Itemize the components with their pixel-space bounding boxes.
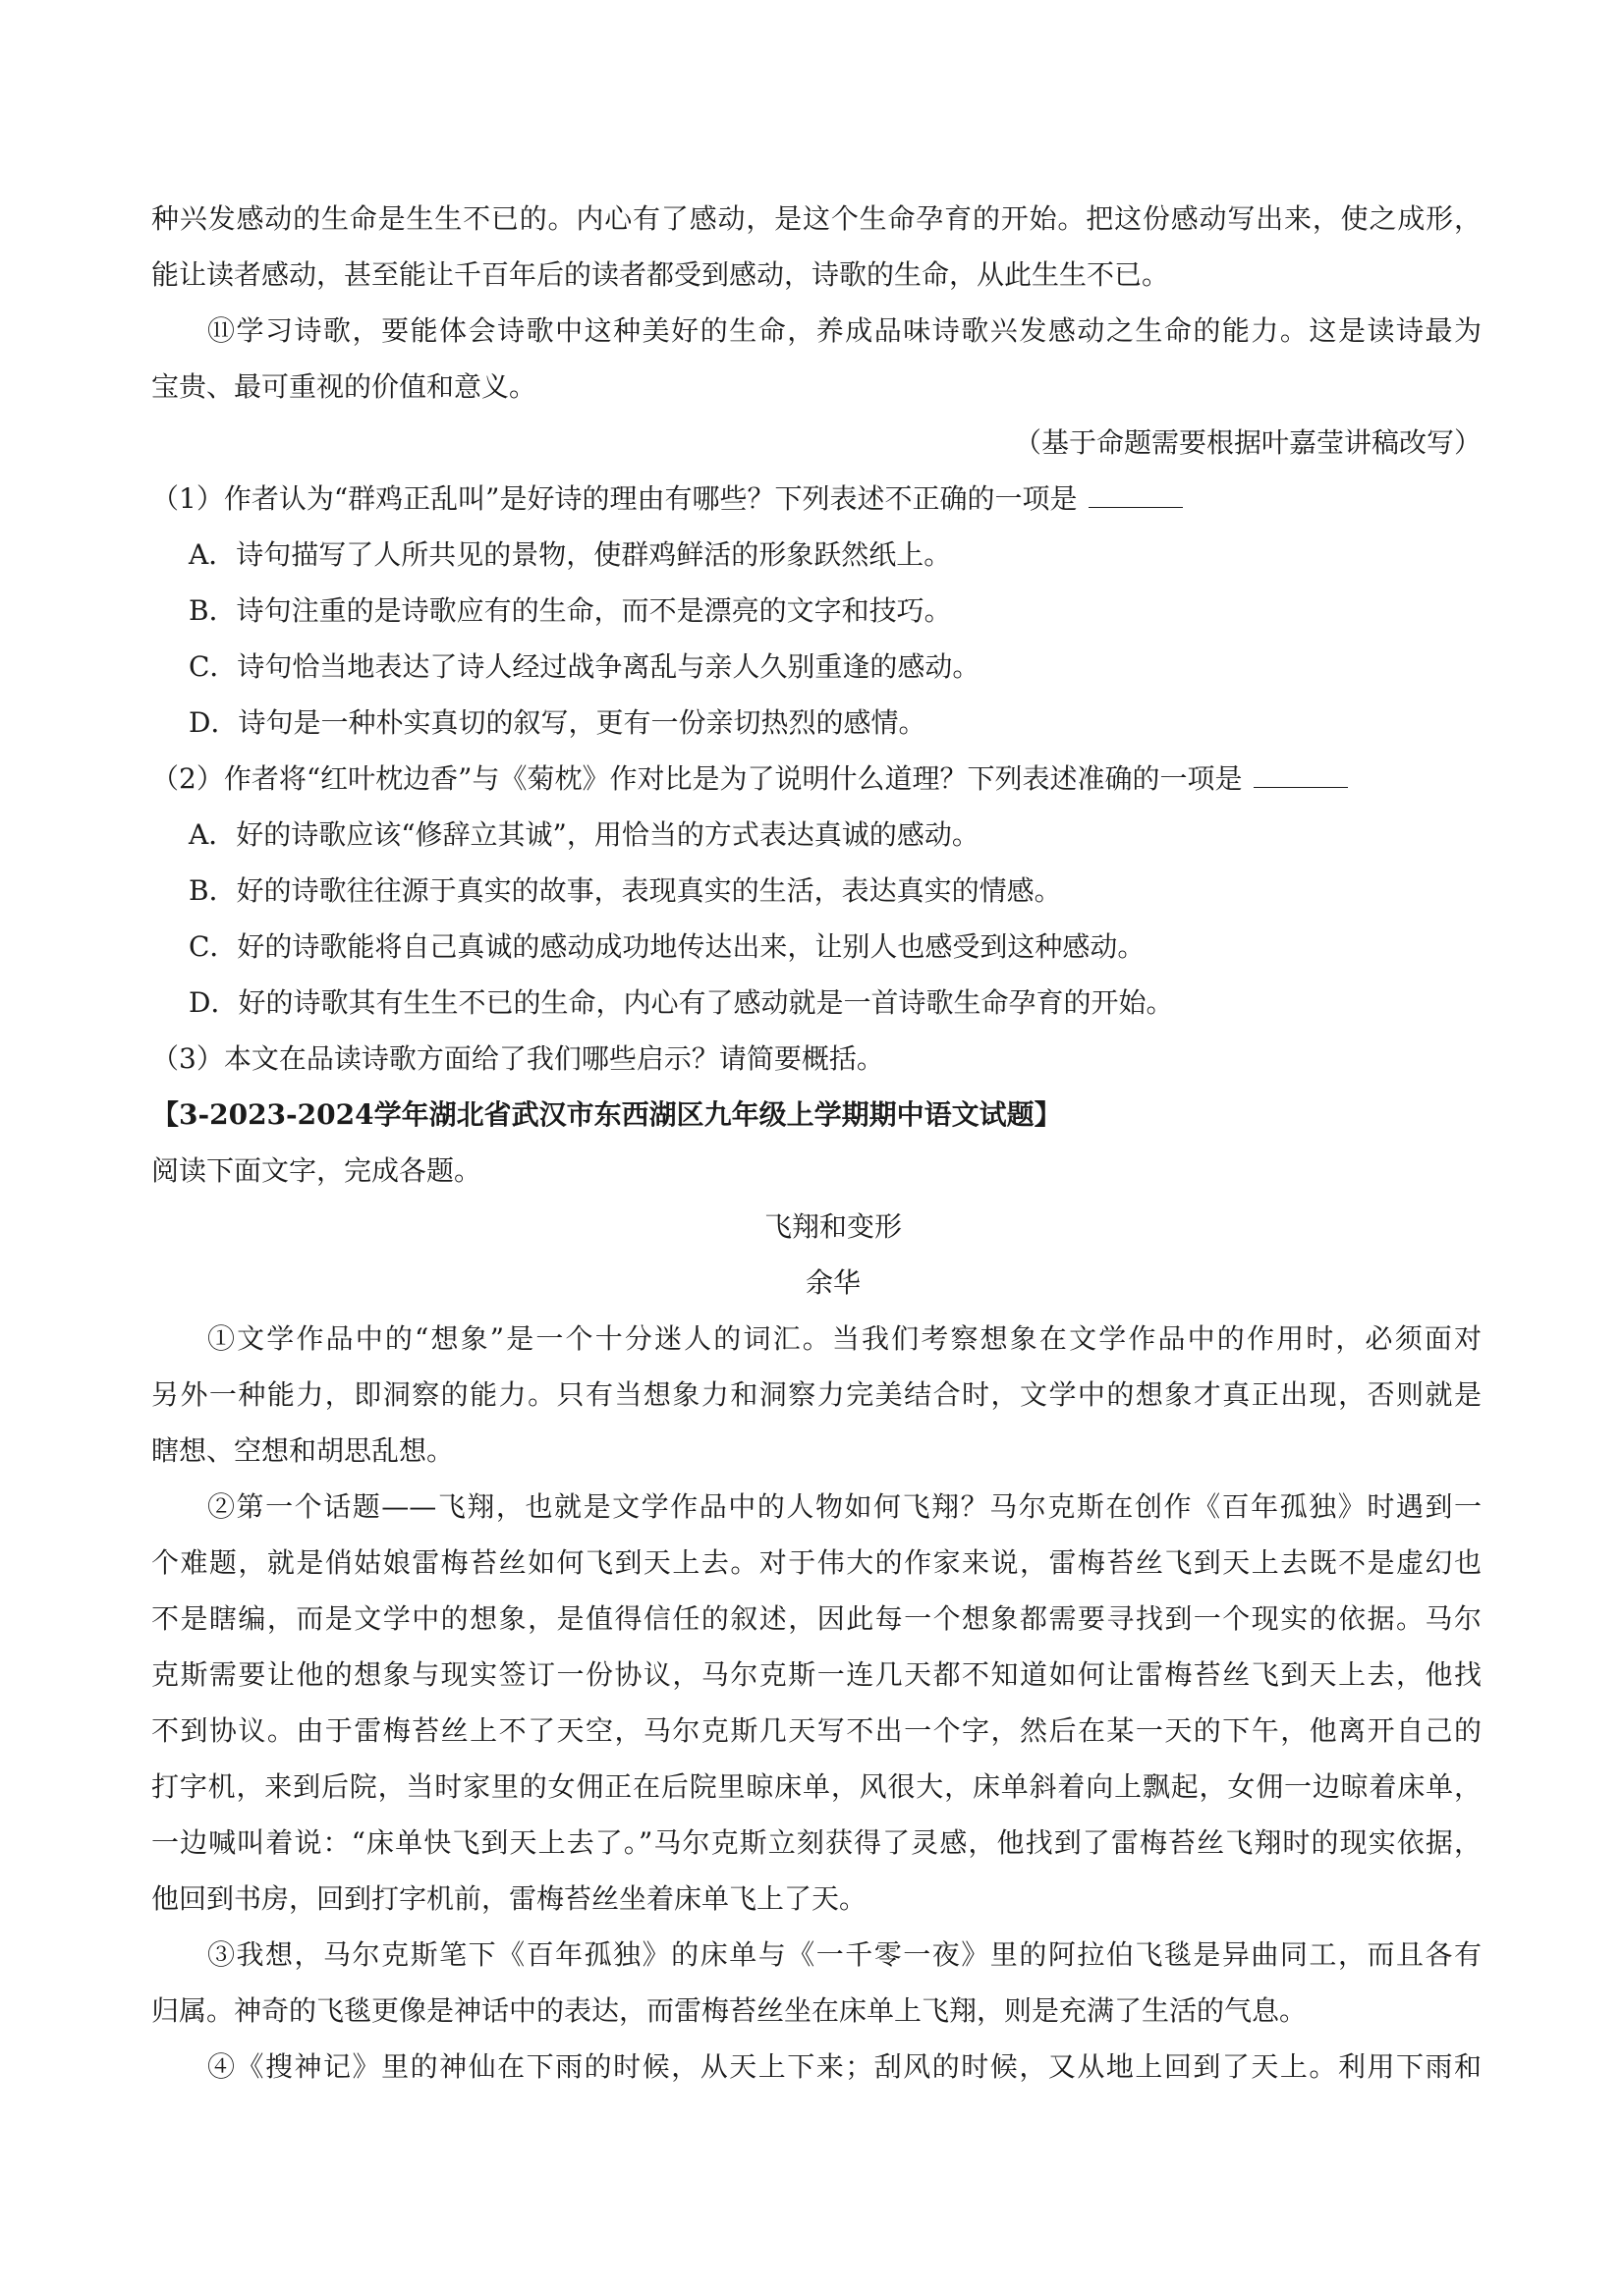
answer-blank [1089,485,1183,508]
essay-title: 飞翔和变形 [763,1210,902,1243]
question-list [151,471,1482,1087]
paragraph-line: 克斯需要让他的想象与现实签订一份协议，马尔克斯一连几天都不知道如何让雷梅苔丝飞到天上去，他找 [151,1658,1482,1691]
paragraph-line: 瞎想、空想和胡思乱想。 [151,1434,455,1467]
question-1-option-b: B．诗句注重的是诗歌应有的生命，而不是漂亮的文字和技巧。 [189,594,952,627]
section-3 [151,1087,1482,2095]
question-stem: （1）作者认为“群鸡正乱叫”是好诗的理由有哪些？下列表述不正确的一项是 [151,482,1078,515]
paragraph-1 [151,1311,1482,1479]
question-2-option-b: B．好的诗歌往往源于真实的故事，表现真实的生活，表达真实的情感。 [189,874,1062,907]
paragraph-line: 不到协议。由于雷梅苔丝上不了天空，马尔克斯几天写不出一个字，然后在某一天的下午，他离开自己的 [151,1714,1482,1747]
previous-passage-ending [151,191,1482,471]
paragraph-line: 他回到书房，回到打字机前，雷梅苔丝坐着床单飞上了天。 [151,1882,867,1915]
question-1-option-a: A．诗句描写了人所共见的景物，使群鸡鲜活的形象跃然纸上。 [189,538,952,571]
question-1-option-d: D．诗句是一种朴实真切的叙写，更有一份亲切热烈的感情。 [189,706,926,739]
section-instruction: 阅读下面文字，完成各题。 [151,1154,482,1187]
paragraph-line: 归属。神奇的飞毯更像是神话中的表达，而雷梅苔丝坐在床单上飞翔，则是充满了生活的气息。 [151,1994,1308,2027]
paragraph-line: 另外一种能力，即洞察的能力。只有当想象力和洞察力完美结合时，文学中的想象才真正出现，否则就是 [151,1378,1482,1411]
paragraph-line: 打字机，来到后院，当时家里的女佣正在后院里晾床单，风很大，床单斜着向上飘起，女佣一边晾着床单， [151,1770,1482,1803]
paragraph-line: 个难题，就是俏姑娘雷梅苔丝如何飞到天上去。对于伟大的作家来说，雷梅苔丝飞到天上去既不是虚幻也 [151,1546,1482,1579]
answer-blank [1254,765,1348,788]
question-1 [151,471,1482,527]
question-stem: （2）作者将“红叶枕边香”与《菊枕》作对比是为了说明什么道理？下列表述准确的一项是 [151,762,1243,795]
question-2 [151,751,1482,807]
paragraph-4 [151,2039,1482,2095]
passage-line: ⑪学习诗歌，要能体会诗歌中这种美好的生命，养成品味诗歌兴发感动之生命的能力。这是读诗最为 [207,314,1482,347]
paragraph-line: 不是瞎编，而是文学中的想象，是值得信任的叙述，因此每一个想象都需要寻找到一个现实的依据。马尔 [151,1602,1482,1635]
essay-author: 余华 [805,1266,861,1299]
paragraph-line: ②第一个话题——飞翔，也就是文学作品中的人物如何飞翔？马尔克斯在创作《百年孤独》时遇到一 [207,1490,1482,1523]
passage-line: 种兴发感动的生命是生生不已的。内心有了感动，是这个生命孕育的开始。把这份感动写出来，使之成形， [151,202,1482,235]
question-2-option-d: D．好的诗歌其有生生不已的生命，内心有了感动就是一首诗歌生命孕育的开始。 [189,986,1174,1019]
question-2-option-c: C．好的诗歌能将自己真诚的感动成功地传达出来，让别人也感受到这种感动。 [189,930,1146,963]
paragraph-line: ④《搜神记》里的神仙在下雨的时候，从天上下来；刮风的时候，又从地上回到了天上。利用下雨和 [207,2050,1482,2083]
paragraph-line: ③我想，马尔克斯笔下《百年孤独》的床单与《一千零一夜》里的阿拉伯飞毯是异曲同工，而且各有 [207,1938,1482,1971]
paragraph-line: 一边喊叫着说：“床单快飞到天上去了。”马尔克斯立刻获得了灵感，他找到了雷梅苔丝飞翔时的现实依据， [151,1826,1482,1859]
paragraph-2 [151,1479,1482,1927]
question-3: （3）本文在品读诗歌方面给了我们哪些启示？请简要概括。 [151,1042,884,1075]
passage-line: 能让读者感动，甚至能让千百年后的读者都受到感动，诗歌的生命，从此生生不已。 [151,258,1170,291]
paragraph-3 [151,1927,1482,2039]
question-1-option-c: C．诗句恰当地表达了诗人经过战争离乱与亲人久别重逢的感动。 [189,650,980,683]
section-heading: 【3-2023-2024学年湖北省武汉市东西湖区九年级上学期期中语文试题】 [151,1098,1062,1131]
passage-line: 宝贵、最可重视的价值和意义。 [151,370,537,403]
page-content [151,191,1482,2095]
source-note: （基于命题需要根据叶嘉莹讲稿改写） [1013,426,1482,459]
question-2-option-a: A．好的诗歌应该“修辞立其诚”，用恰当的方式表达真诚的感动。 [189,818,979,851]
paragraph-line: ①文学作品中的“想象”是一个十分迷人的词汇。当我们考察想象在文学作品中的作用时，必须面对 [207,1322,1482,1355]
